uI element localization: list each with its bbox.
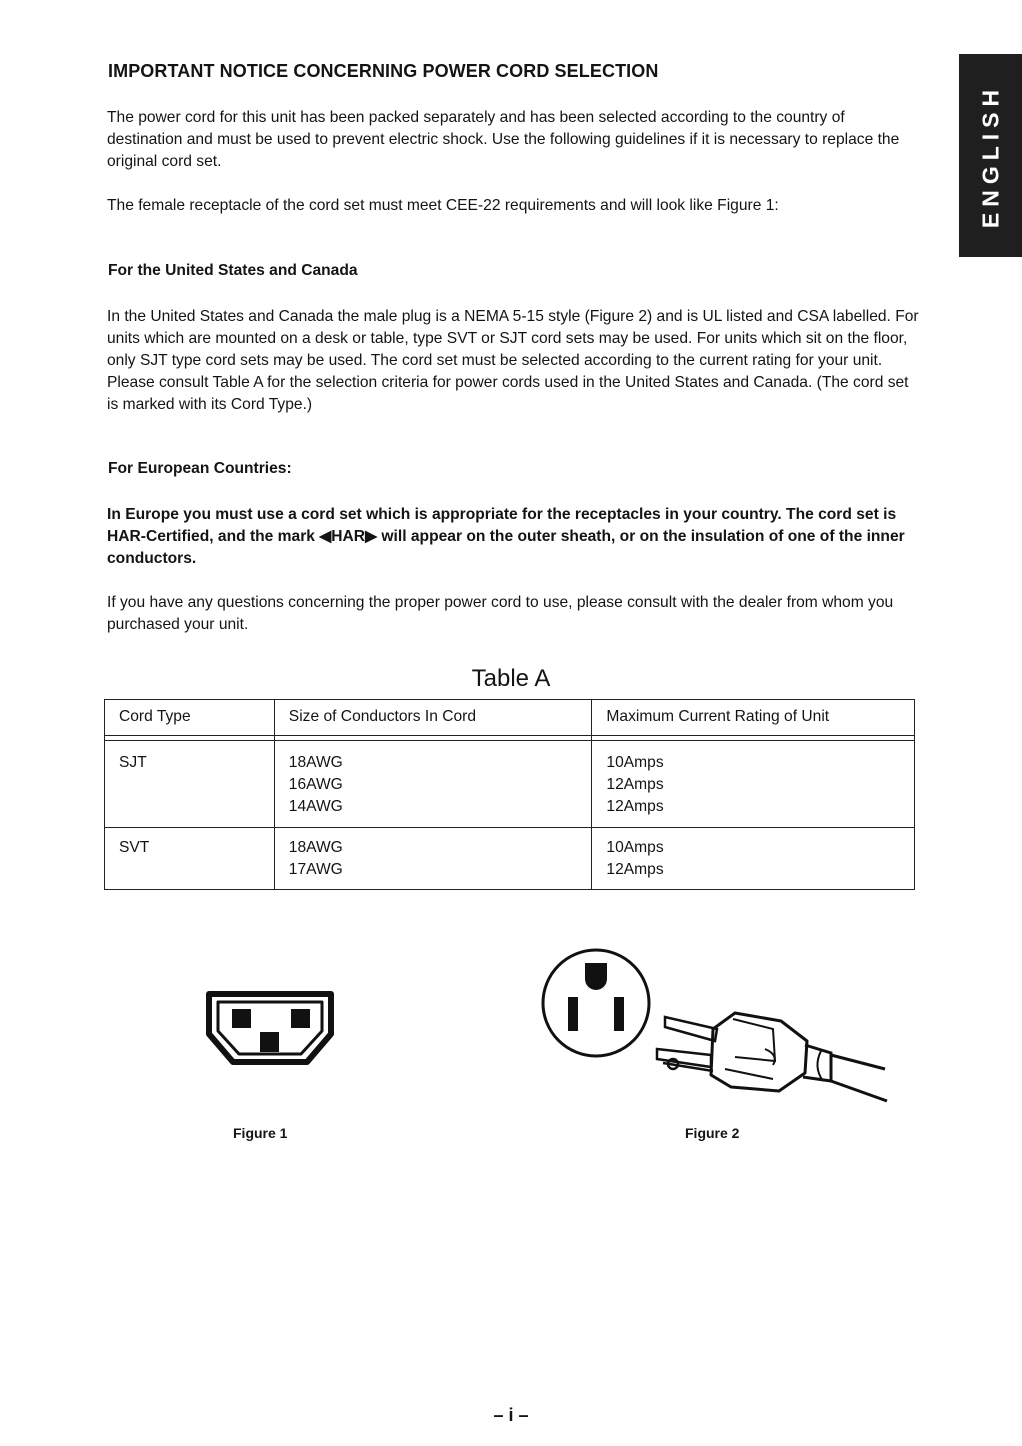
current-rating-cell xyxy=(592,741,915,828)
rating-value: 12Amps xyxy=(606,776,664,793)
current-rating-cell xyxy=(592,828,915,890)
table-row xyxy=(105,828,915,890)
europe-heading: For European Countries: xyxy=(108,460,292,477)
figure-2-caption: Figure 2 xyxy=(685,1125,740,1141)
nema-5-15-plug-icon xyxy=(535,945,895,1110)
header-cord-type: Cord Type xyxy=(105,700,275,736)
intro-paragraph: The power cord for this unit has been packed separately and has been selected according to the country of destination and must be used to prevent electric shock. Use the following guidelines if it is necessary to replace the original cord set. xyxy=(107,109,900,170)
cord-table xyxy=(104,699,915,890)
cord-type-cell: SJT xyxy=(105,741,275,828)
conductor-size-cell xyxy=(274,828,592,890)
table-title: Table A xyxy=(471,665,551,692)
conductor-size-cell xyxy=(274,741,592,828)
europe-paragraph xyxy=(107,504,919,570)
europe-text-1: In Europe you must use a cord set which is appropriate for the receptacles in your country. The cord set is HAR-Certified, and the mark xyxy=(107,506,897,545)
header-conductor-size: Size of Conductors In Cord xyxy=(274,700,592,736)
figure-1-caption: Figure 1 xyxy=(233,1125,288,1141)
size-value: 17AWG xyxy=(288,861,343,878)
header-current-rating: Maximum Current Rating of Unit xyxy=(592,700,915,736)
receptacle-paragraph: The female receptacle of the cord set must meet CEE-22 requirements and will look like Figure 1: xyxy=(107,197,779,214)
rating-value: 12Amps xyxy=(606,861,664,878)
cee22-receptacle-icon xyxy=(205,990,335,1070)
rating-value: 10Amps xyxy=(606,839,664,856)
rating-value: 12Amps xyxy=(606,798,664,815)
size-value: 14AWG xyxy=(288,798,343,815)
table-row xyxy=(105,741,915,828)
size-value: 16AWG xyxy=(288,776,343,793)
language-tab-label: ENGLISH xyxy=(977,83,1003,228)
table-header-row xyxy=(105,700,915,736)
language-tab xyxy=(959,54,1022,257)
page-heading: IMPORTANT NOTICE CONCERNING POWER CORD SELECTION xyxy=(108,61,659,81)
har-mark: ◀HAR▶ xyxy=(319,528,378,545)
us-canada-heading: For the United States and Canada xyxy=(108,262,358,279)
size-value: 18AWG xyxy=(288,839,343,856)
us-canada-paragraph: In the United States and Canada the male plug is a NEMA 5-15 style (Figure 2) and is UL listed and CSA labelled. For units which are mounted on a desk or table, type SVT or SJT cord sets may be used. For units which sit on the floor, only SJT type cord sets may be used. The cord set must be selected according to the current rating for your unit. Please consult Table A for the selection criteria for power cords used in the United States and Canada. (The cord set is marked with its Cord Type.) xyxy=(107,308,919,413)
size-value: 18AWG xyxy=(288,754,343,771)
rating-value: 10Amps xyxy=(606,754,664,771)
cord-type-cell: SVT xyxy=(105,828,275,890)
europe-text-2: will appear on the outer sheath, or on the insulation of one of the inner conductors. xyxy=(107,528,905,567)
page-number: – i – xyxy=(493,1405,529,1425)
dealer-paragraph: If you have any questions concerning the proper power cord to use, please consult with the dealer from whom you purchased your unit. xyxy=(107,594,894,633)
